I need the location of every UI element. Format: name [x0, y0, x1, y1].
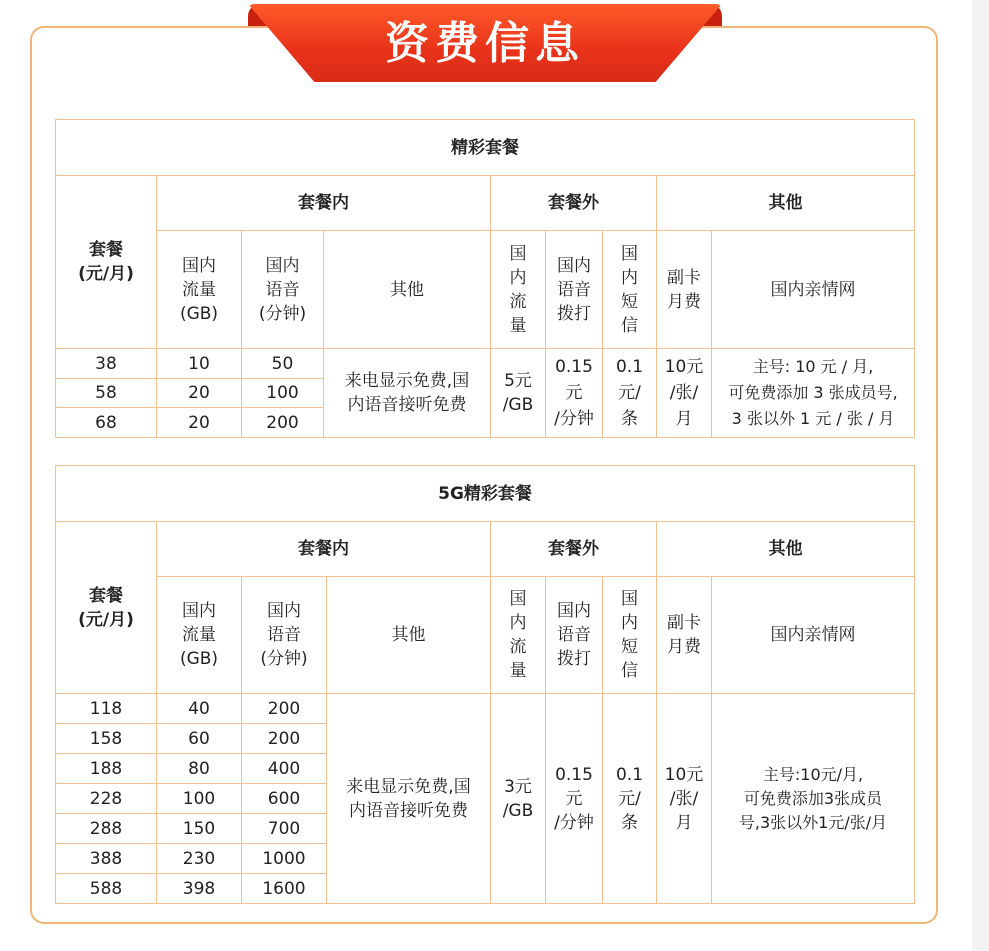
header-package: 套餐 (元/月) — [56, 522, 157, 694]
header-out-package: 套餐外 — [491, 522, 657, 577]
table-row-voice: 200 — [242, 694, 327, 724]
header-out-sms: 国 内 短 信 — [603, 231, 657, 349]
header-out-data: 国 内 流 量 — [491, 231, 546, 349]
table-row-data: 40 — [157, 694, 242, 724]
table-row-data: 20 — [157, 408, 242, 438]
shared-out-sms: 0.1 元/ 条 — [603, 694, 657, 904]
package-table-1 — [55, 119, 915, 438]
header-in-other: 其他 — [327, 577, 491, 694]
table-row-package: 228 — [56, 784, 157, 814]
header-domestic-voice: 国内 语音 (分钟) — [242, 231, 324, 349]
table-row-voice: 50 — [242, 349, 324, 379]
shared-out-data: 5元 /GB — [491, 349, 546, 438]
table-row-voice: 400 — [242, 754, 327, 784]
table-row-package: 288 — [56, 814, 157, 844]
table-row-package: 68 — [56, 408, 157, 438]
header-secondary-card: 副卡 月费 — [657, 231, 712, 349]
header-out-voice: 国内 语音 拨打 — [546, 577, 603, 694]
header-domestic-voice: 国内 语音 (分钟) — [242, 577, 327, 694]
shared-in-other: 来电显示免费,国 内语音接听免费 — [327, 694, 491, 904]
table-row-data: 100 — [157, 784, 242, 814]
header-in-package: 套餐内 — [157, 522, 491, 577]
package-table-2 — [55, 465, 915, 904]
header-out-voice: 国内 语音 拨打 — [546, 231, 603, 349]
table-row-data: 150 — [157, 814, 242, 844]
shared-secondary-card: 10元 /张/ 月 — [657, 349, 712, 438]
table-row-data: 60 — [157, 724, 242, 754]
table-row-package: 188 — [56, 754, 157, 784]
header-domestic-data: 国内 流量 (GB) — [157, 231, 242, 349]
header-other: 其他 — [657, 522, 915, 577]
table-row-data: 10 — [157, 349, 242, 379]
shared-out-voice: 0.15 元 /分钟 — [546, 349, 603, 438]
header-domestic-data: 国内 流量 (GB) — [157, 577, 242, 694]
table-row-voice: 200 — [242, 724, 327, 754]
page-title: 资费信息 — [385, 18, 585, 69]
header-secondary-card: 副卡 月费 — [657, 577, 712, 694]
table-row-package: 388 — [56, 844, 157, 874]
table-row-data: 398 — [157, 874, 242, 904]
table-row-voice: 1000 — [242, 844, 327, 874]
table-row-package: 588 — [56, 874, 157, 904]
table-row-package: 118 — [56, 694, 157, 724]
table-row-voice: 1600 — [242, 874, 327, 904]
table-row-data: 230 — [157, 844, 242, 874]
table-row-voice: 200 — [242, 408, 324, 438]
table-row-voice: 600 — [242, 784, 327, 814]
table-row-data: 80 — [157, 754, 242, 784]
table-title: 5G精彩套餐 — [56, 466, 915, 522]
shared-out-sms: 0.1 元/ 条 — [603, 349, 657, 438]
shared-in-other: 来电显示免费,国 内语音接听免费 — [324, 349, 491, 438]
table-row-voice: 700 — [242, 814, 327, 844]
header-out-sms: 国 内 短 信 — [603, 577, 657, 694]
header-family-network: 国内亲情网 — [712, 231, 915, 349]
header-in-other: 其他 — [324, 231, 491, 349]
side-strip — [972, 0, 989, 951]
header-out-package: 套餐外 — [491, 176, 657, 231]
shared-out-data: 3元 /GB — [491, 694, 546, 904]
table-row-package: 158 — [56, 724, 157, 754]
table-row-package: 38 — [56, 349, 157, 379]
header-package: 套餐 (元/月) — [56, 176, 157, 349]
header-in-package: 套餐内 — [157, 176, 491, 231]
table-row-package: 58 — [56, 379, 157, 408]
shared-secondary-card: 10元 /张/ 月 — [657, 694, 712, 904]
header-family-network: 国内亲情网 — [712, 577, 915, 694]
table-title: 精彩套餐 — [56, 120, 915, 176]
table-row-voice: 100 — [242, 379, 324, 408]
table-row-data: 20 — [157, 379, 242, 408]
shared-family-network: 主号:10元/月, 可免费添加3张成员 号,3张以外1元/张/月 — [712, 694, 915, 904]
shared-out-voice: 0.15 元 /分钟 — [546, 694, 603, 904]
header-other: 其他 — [657, 176, 915, 231]
shared-family-network: 主号: 10 元 / 月, 可免费添加 3 张成员号, 3 张以外 1 元 / 张 / 月 — [712, 349, 915, 438]
header-out-data: 国 内 流 量 — [491, 577, 546, 694]
